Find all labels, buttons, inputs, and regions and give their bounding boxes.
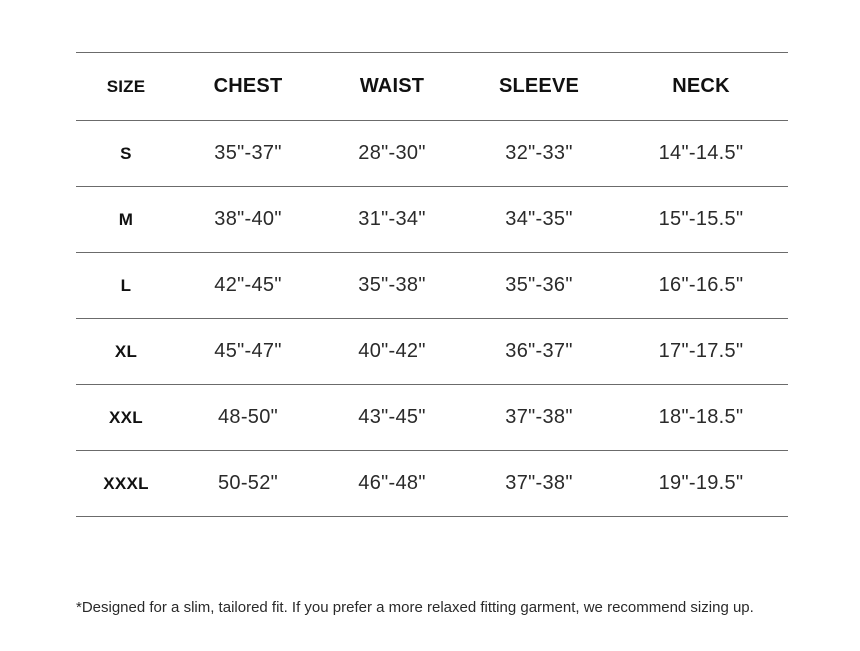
chest-cell: 35"-37" xyxy=(176,121,320,187)
size-cell: XL xyxy=(76,319,176,385)
table-row xyxy=(76,253,788,319)
neck-cell: 16"-16.5" xyxy=(614,253,788,319)
waist-cell: 43"-45" xyxy=(320,385,464,451)
chest-cell: 45"-47" xyxy=(176,319,320,385)
sleeve-cell: 35"-36" xyxy=(464,253,614,319)
waist-cell: 35"-38" xyxy=(320,253,464,319)
header-chest: CHEST xyxy=(176,53,320,121)
table-row xyxy=(76,319,788,385)
chest-cell: 48-50" xyxy=(176,385,320,451)
sleeve-cell: 36"-37" xyxy=(464,319,614,385)
header-row xyxy=(76,53,788,121)
waist-cell: 28"-30" xyxy=(320,121,464,187)
waist-cell: 46"-48" xyxy=(320,451,464,517)
neck-cell: 18"-18.5" xyxy=(614,385,788,451)
neck-cell: 19"-19.5" xyxy=(614,451,788,517)
size-chart-table xyxy=(76,52,788,517)
chest-cell: 50-52" xyxy=(176,451,320,517)
header-waist: WAIST xyxy=(320,53,464,121)
sleeve-cell: 34"-35" xyxy=(464,187,614,253)
header-sleeve: SLEEVE xyxy=(464,53,614,121)
sleeve-cell: 37"-38" xyxy=(464,451,614,517)
chest-cell: 38"-40" xyxy=(176,187,320,253)
size-chart-header xyxy=(76,53,788,121)
size-cell: XXL xyxy=(76,385,176,451)
header-neck: NECK xyxy=(614,53,788,121)
table-row xyxy=(76,187,788,253)
size-cell: XXXL xyxy=(76,451,176,517)
size-cell: S xyxy=(76,121,176,187)
sleeve-cell: 32"-33" xyxy=(464,121,614,187)
chest-cell: 42"-45" xyxy=(176,253,320,319)
neck-cell: 14"-14.5" xyxy=(614,121,788,187)
size-cell: M xyxy=(76,187,176,253)
neck-cell: 15"-15.5" xyxy=(614,187,788,253)
table-row xyxy=(76,385,788,451)
neck-cell: 17"-17.5" xyxy=(614,319,788,385)
table-row xyxy=(76,121,788,187)
waist-cell: 40"-42" xyxy=(320,319,464,385)
size-cell: L xyxy=(76,253,176,319)
sleeve-cell: 37"-38" xyxy=(464,385,614,451)
table-row xyxy=(76,451,788,517)
header-size: SIZE xyxy=(76,53,176,121)
waist-cell: 31"-34" xyxy=(320,187,464,253)
fit-footnote: *Designed for a slim, tailored fit. If you prefer a more relaxed fitting garment, we recommend sizing up. xyxy=(76,599,754,616)
size-chart-body xyxy=(76,121,788,517)
